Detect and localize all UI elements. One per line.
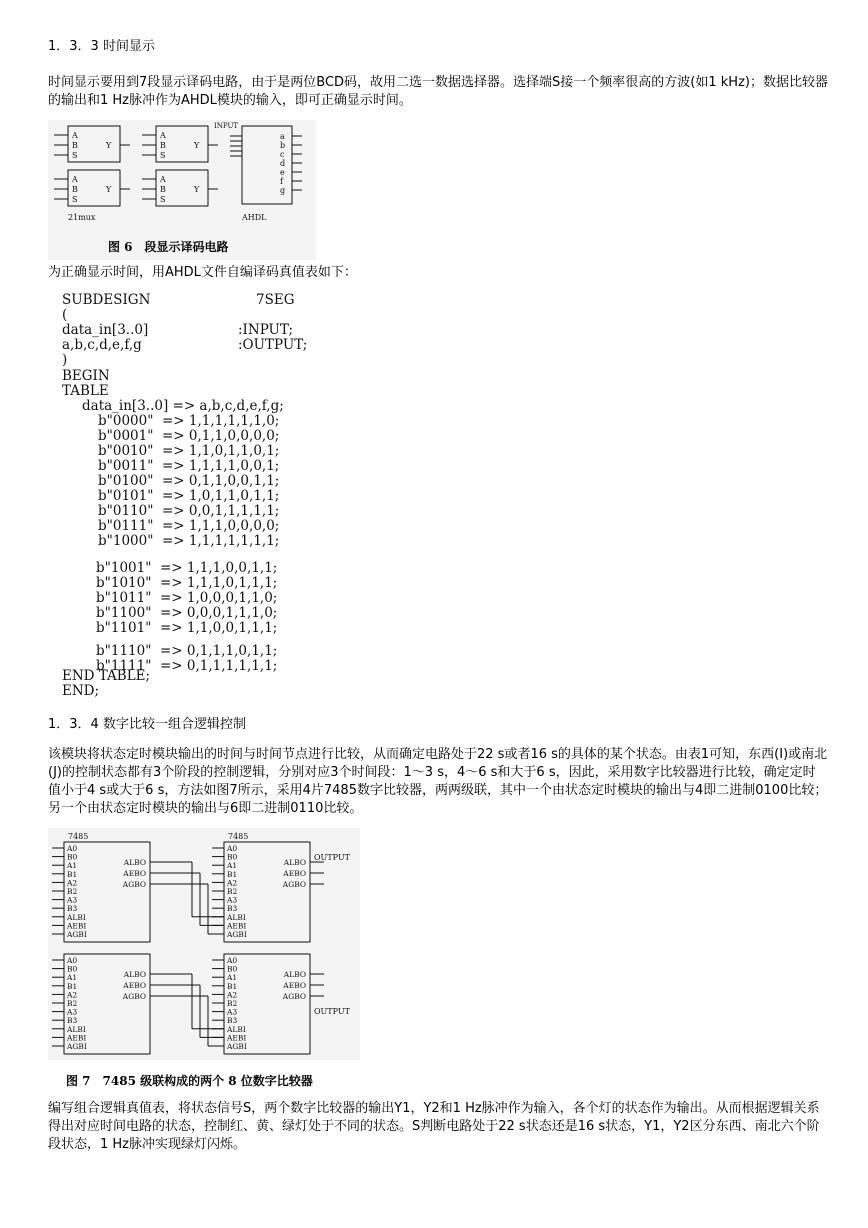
chip-input-label: B1 [227, 981, 238, 991]
code-table-row: b"0011" => 1,1,1,1,0,0,1; [98, 458, 280, 474]
chip-output-label: AEBO [283, 869, 306, 878]
code-begin: BEGIN [62, 368, 110, 384]
chip-input-label: B0 [67, 852, 78, 862]
figure-6-caption: 图 6 段显示译码电路 [108, 240, 229, 254]
chip-input-label: B1 [67, 869, 78, 879]
section-heading-1-3-3: 1．3．3 时间显示 [48, 39, 155, 54]
chip-input-label: A1 [227, 973, 238, 983]
figure-7-caption: 图 7 7485 级联构成的两个 8 位数字比较器 [66, 1074, 313, 1088]
mux-label: 21mux [68, 213, 96, 222]
chip-input-label: B0 [227, 964, 238, 974]
ahdl-output-label: g [280, 186, 286, 195]
chip-output-label: ALBO [123, 858, 146, 867]
chip-input-label: B3 [227, 1016, 238, 1026]
mux-input-label: A [160, 131, 166, 140]
chip-input-label: B3 [67, 904, 78, 914]
mux-output-label: Y [194, 185, 200, 194]
paragraph-time-display: 时间显示要用到7段显示译码电路，由于是两位BCD码，故用二选一数据选择器。选择端S接一个频率很高的方波(如1 kHz)；数据比较器的输出和1 Hz脉冲作为AHDL模块的输入，即可正确显示时间。 [48, 75, 828, 108]
chip-input-label: AEBI [227, 921, 247, 931]
output-label-bottom: OUTPUT [314, 1007, 350, 1016]
ahdl-label: AHDL [242, 213, 267, 222]
chip-input-label: B3 [67, 1016, 78, 1026]
ahdl-output-label: e [280, 168, 285, 177]
code-table-row: b"0110" => 0,0,1,1,1,1,1; [98, 503, 280, 519]
chip-input-label: A3 [227, 1007, 238, 1017]
chip-input-label: B2 [67, 887, 78, 896]
chip-input-label: AGBI [67, 930, 87, 939]
code-end: END; [62, 683, 100, 699]
chip-output-label: AEBO [123, 981, 146, 990]
code-output-decl: a,b,c,d,e,f,g [62, 337, 142, 353]
section-heading-1-3-4: 1．3．4 数字比较一组合逻辑控制 [48, 717, 246, 732]
chip-input-label: A1 [67, 861, 78, 871]
chip-input-label: A3 [67, 895, 78, 905]
chip-input-label: A2 [227, 990, 238, 1000]
code-table-row: b"0101" => 1,0,1,1,0,1,1; [98, 488, 280, 504]
mux-input-label: A [72, 175, 78, 184]
mux-input-label: S [160, 151, 166, 160]
chip-input-label: A2 [227, 878, 238, 888]
ahdl-output-label: f [280, 177, 283, 186]
chip-input-label: B0 [67, 964, 78, 974]
code-table-header: data_in[3..0] => a,b,c,d,e,f,g; [82, 398, 284, 414]
code-table: TABLE [62, 383, 109, 399]
mux-input-label: A [160, 175, 166, 184]
chip-input-label: A0 [67, 844, 78, 853]
chip-input-label: AEBI [227, 1033, 247, 1043]
mux-input-label: B [72, 141, 78, 150]
mux-input-label: S [160, 195, 166, 204]
chip-input-label: A0 [227, 844, 238, 853]
chip-input-label: ALBI [227, 1024, 246, 1034]
chip-output-label: AGBO [282, 880, 306, 889]
mux-input-label: B [160, 141, 166, 150]
code-end-table: END TABLE; [62, 668, 151, 684]
chip-input-label: B3 [227, 904, 238, 914]
chip-input-label: B1 [227, 869, 238, 879]
mux-input-label: B [160, 185, 166, 194]
chip-input-label: A0 [67, 956, 78, 965]
code-subdesign-keyword: SUBDESIGN [62, 292, 151, 308]
code-subdesign-name: 7SEG [256, 292, 295, 308]
chip-label: 7485 [228, 832, 249, 841]
code-table-row: b"1110" => 0,1,1,1,0,1,1; [96, 643, 278, 659]
mux-output-label: Y [194, 141, 200, 150]
ahdl-output-label: a [280, 132, 285, 141]
mux-input-label: S [72, 151, 78, 160]
chip-input-label: AGBI [227, 1042, 247, 1051]
ahdl-output-label: d [280, 159, 286, 168]
mux-output-label: Y [106, 141, 112, 150]
chip-output-label: ALBO [283, 970, 306, 979]
paragraph-digital-compare: 该模块将状态定时模块输出的时间与时间节点进行比较，从而确定电路处于22 s或者16 s的具体的某个状态。由表1可知，东西(I)或南北(J)的控制状态都有3个阶段的控制逻辑，分别对应3个时间段：1～3 s，4～6 s和大于6 s，因此，采用数字比较器进行比较，确定定时值小于4 s或大于6 s，方法如图7所示，采用4片7485数字比较器，两两级联，其中一个由状态定时模块的输出与4即二进制0100比较；另一个由状态定时模块的输出与6即二进制0110比较。 [48, 747, 828, 816]
code-table-row: b"0111" => 1,1,1,0,0,0,0; [98, 518, 280, 534]
chip-input-label: A2 [67, 878, 78, 888]
chip-output-label: AGBO [122, 880, 146, 889]
code-table-row: b"1010" => 1,1,1,0,1,1,1; [96, 575, 278, 591]
ahdl-output-label: b [280, 141, 286, 150]
comparator-cascade-diagram [48, 828, 360, 1060]
chip-input-label: AGBI [67, 1042, 87, 1051]
chip-label: 7485 [68, 832, 89, 841]
chip-input-label: A0 [227, 956, 238, 965]
chip-output-label: AGBO [122, 992, 146, 1001]
chip-input-label: A2 [67, 990, 78, 1000]
ahdl-code-listing [62, 292, 362, 704]
chip-input-label: B2 [227, 999, 238, 1008]
chip-input-label: ALBI [227, 912, 246, 922]
chip-input-label: A1 [227, 861, 238, 871]
mux-output-label: Y [106, 185, 112, 194]
code-table-row: b"1011" => 1,0,0,0,1,1,0; [96, 590, 278, 606]
code-table-row: b"1111" => 0,1,1,1,1,1,1; [96, 658, 278, 674]
chip-output-label: AEBO [123, 869, 146, 878]
code-table-row: b"1000" => 1,1,1,1,1,1,1; [98, 533, 280, 549]
code-input-type: :INPUT; [238, 322, 293, 338]
paragraph-combinational-logic: 编写组合逻辑真值表，将状态信号S，两个数字比较器的输出Y1，Y2和1 Hz脉冲作为输入，各个灯的状态作为输出。从而根据逻辑关系得出对应时间电路的状态，控制红、黄、绿灯处于不同的状态。S判断电路处于22 s状态还是16 s状态，Y1，Y2区分东西、南北六个阶段状态，1 Hz脉冲实现绿灯闪烁。 [48, 1101, 820, 1152]
chip-input-label: B2 [67, 999, 78, 1008]
chip-input-label: B2 [227, 887, 238, 896]
chip-output-label: AGBO [282, 992, 306, 1001]
code-table-row: b"0000" => 1,1,1,1,1,1,0; [98, 413, 280, 429]
code-output-type: :OUTPUT; [238, 337, 308, 353]
code-table-row: b"1100" => 0,0,0,1,1,1,0; [96, 605, 278, 621]
figure-7 [48, 828, 360, 1060]
code-table-row: b"1101" => 1,1,0,0,1,1,1; [96, 620, 278, 636]
chip-output-label: ALBO [283, 858, 306, 867]
chip-output-label: AEBO [283, 981, 306, 990]
code-table-row: b"0001" => 0,1,1,0,0,0,0; [98, 428, 280, 444]
chip-input-label: B0 [227, 852, 238, 862]
chip-input-label: AGBI [227, 930, 247, 939]
code-table-row: b"1001" => 1,1,1,0,0,1,1; [96, 560, 278, 576]
mux-input-label: A [72, 131, 78, 140]
chip-input-label: A1 [67, 973, 78, 983]
figure-background [48, 828, 360, 1060]
chip-output-label: ALBO [123, 970, 146, 979]
ahdl-output-label: c [280, 150, 285, 159]
ahdl-input-label: INPUT [214, 122, 239, 130]
code-open-paren: ( [62, 307, 68, 323]
chip-input-label: A3 [67, 1007, 78, 1017]
mux-input-label: S [72, 195, 78, 204]
chip-input-label: ALBI [67, 912, 86, 922]
code-input-decl: data_in[3..0] [62, 322, 149, 338]
code-table-row: b"0100" => 0,1,1,0,0,1,1; [98, 473, 280, 489]
chip-input-label: AEBI [67, 1033, 87, 1043]
code-table-row: b"0010" => 1,1,0,1,1,0,1; [98, 443, 280, 459]
chip-input-label: B1 [67, 981, 78, 991]
chip-input-label: ALBI [67, 1024, 86, 1034]
chip-input-label: A3 [227, 895, 238, 905]
code-close-paren: ) [62, 352, 68, 368]
paragraph-truth-table-intro: 为正确显示时间，用AHDL文件自编译码真值表如下： [48, 265, 357, 280]
mux-input-label: B [72, 185, 78, 194]
chip-input-label: AEBI [67, 921, 87, 931]
output-label-top: OUTPUT [314, 853, 350, 862]
